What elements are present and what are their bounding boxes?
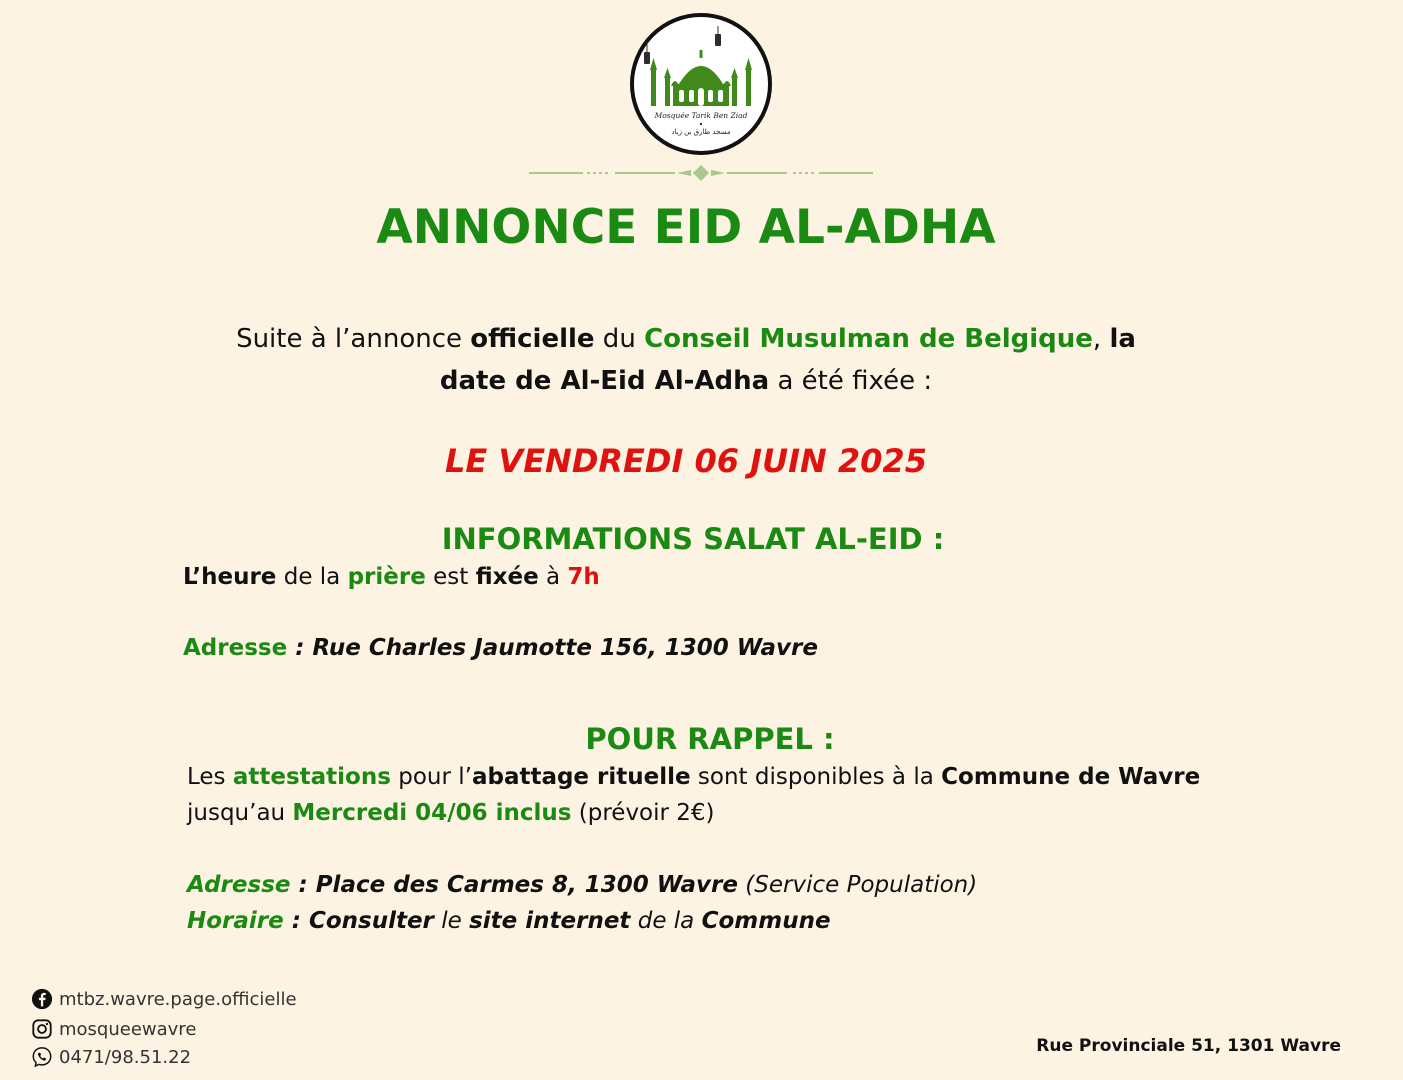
svg-text:مسجد طارق بن زياد: مسجد طارق بن زياد bbox=[671, 128, 731, 136]
svg-text:Mosquée Tarik Ben Ziad: Mosquée Tarik Ben Ziad bbox=[654, 111, 748, 120]
phone-contact[interactable] bbox=[31, 1046, 191, 1068]
instagram-handle: mosqueewavre bbox=[59, 1018, 197, 1040]
facebook-handle: mtbz.wavre.page.officielle bbox=[59, 988, 297, 1010]
facebook-icon bbox=[31, 988, 53, 1010]
instagram-icon bbox=[31, 1018, 53, 1040]
rappel-address: Adresse : Place des Carmes 8, 1300 Wavre (Service Population) bbox=[187, 872, 978, 898]
salat-time: L’heure de la prière est fixée à 7h bbox=[183, 564, 600, 590]
rappel-line-1: Les attestations pour l’abattage rituelle sont disponibles à la Commune de Wavre bbox=[187, 764, 1201, 790]
eid-date: LE VENDREDI 06 JUIN 2025 bbox=[445, 442, 927, 480]
intro-paragraph: Suite à l’annonce officielle du Conseil Musulman de Belgique, la date de Al-Eid Al-Adha a été fixée : bbox=[236, 324, 1136, 396]
salat-address: Adresse : Rue Charles Jaumotte 156, 1300 Wavre bbox=[183, 635, 818, 661]
facebook-contact[interactable] bbox=[31, 988, 297, 1010]
rappel-heading: POUR RAPPEL : bbox=[585, 722, 835, 756]
rappel-hours: Horaire : Consulter le site internet de la Commune bbox=[187, 908, 831, 934]
mosque-logo bbox=[629, 12, 773, 156]
instagram-contact[interactable] bbox=[31, 1018, 196, 1040]
page-title: ANNONCE EID AL-ADHA bbox=[376, 200, 996, 255]
footer-address: Rue Provinciale 51, 1301 Wavre bbox=[1036, 1036, 1341, 1056]
salat-heading: INFORMATIONS SALAT AL-EID : bbox=[441, 522, 945, 556]
rappel-line-2: jusqu’au Mercredi 04/06 inclus (prévoir 2€) bbox=[187, 800, 715, 826]
phone-number: 0471/98.51.22 bbox=[59, 1046, 192, 1068]
ornament-divider bbox=[527, 163, 875, 183]
phone-icon bbox=[31, 1046, 53, 1068]
